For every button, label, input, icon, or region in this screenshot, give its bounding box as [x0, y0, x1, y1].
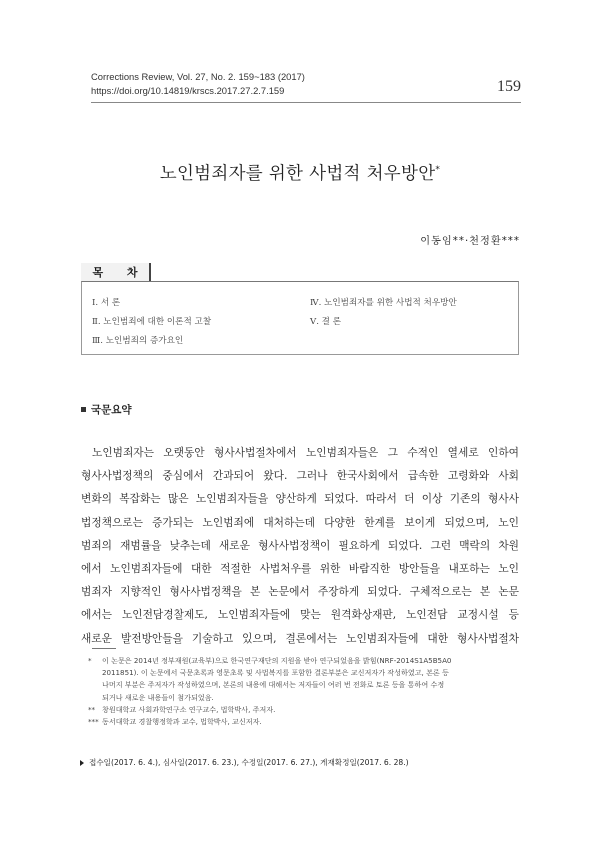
- doi-link[interactable]: https://doi.org/10.14819/krscs.2017.27.2.7.159: [91, 85, 285, 96]
- footnote-corresponding-author: [88, 716, 520, 728]
- triangle-bullet-icon: [80, 760, 84, 766]
- footnote-line: 2011851). 이 논문에서 국문초록과 영문초록 및 사법복지를 포함한 결론부분은 교신저자가 작성하였고, 본론 등: [102, 668, 449, 678]
- abstract-line: 에서는 노인전담경찰제도, 노인범죄자들에 맞는 원격화상재판, 노인전담 교정시설 등: [81, 608, 519, 622]
- toc-label-tab: [81, 263, 151, 282]
- footnote-line: 나머지 부분은 주저자가 작성하였으며, 본론의 내용에 대해서는 저자들이 여러 번 전화로 토론 등을 통하여 수정: [102, 680, 445, 690]
- abstract-line: 범죄의 재범률을 낮추는데 새로운 형사사법정책이 필요하게 되었다. 그런 맥락의 차원: [81, 538, 519, 552]
- toc-label: 목 차: [92, 266, 148, 279]
- abstract-body: [81, 441, 519, 650]
- toc-left-column: [92, 294, 211, 351]
- footnote-line: 동서대학교 경찰행정학과 교수, 법학박사, 교신저자.: [102, 717, 262, 727]
- footnotes: [88, 655, 520, 728]
- toc-item: Ⅴ. 결 론: [310, 317, 342, 327]
- submission-dates: [80, 757, 409, 768]
- footnote-mark: *: [88, 656, 92, 665]
- abstract-heading-text: 국문요약: [91, 404, 132, 416]
- footnote-line: 창원대학교 사회과학연구소 연구교수, 법학박사, 주저자.: [102, 704, 276, 714]
- toc-item: Ⅱ. 노인범죄에 대한 이론적 고찰: [92, 317, 212, 327]
- abstract-heading: [81, 402, 132, 417]
- abstract-line: 범죄자 지향적인 형사사법정책을 본 논문에서 주장하게 되었다. 구체적으로는 본 논문: [81, 585, 519, 599]
- table-of-contents: [81, 281, 519, 355]
- abstract-line: 노인범죄자는 오랫동안 형사사법절차에서 노인범죄자들은 그 수적인 열세로 인하여: [92, 446, 519, 459]
- dates-text: 접수일(2017. 6. 4.), 심사일(2017. 6. 23.), 수정일(2017. 6. 27.), 게재확정일(2017. 6. 28.): [89, 758, 409, 767]
- abstract-line: 새로운 발전방안들을 기술하고 있으며, 결론에서는 노인범죄자들에 대한 형사사법절차: [81, 631, 519, 645]
- toc-right-column: [310, 294, 457, 332]
- footnote-line: 되거나 새로운 내용들이 첨가되었음.: [102, 692, 214, 702]
- page-number: 159: [497, 78, 521, 95]
- journal-citation: Corrections Review, Vol. 27, No. 2. 159~183 (2017): [91, 71, 305, 82]
- abstract-line: 법정책으로는 증가되는 노인범죄에 대처하는데 다양한 한계를 보이게 되었으며, 노인: [81, 515, 519, 529]
- author-line: 이동임**·천정환***: [420, 236, 520, 247]
- toc-item: Ⅲ. 노인범죄의 증가요인: [92, 336, 184, 346]
- abstract-line: 에서 노인범죄자들에 대한 적절한 사법처우를 위한 바람직한 방안들을 내포하는 노인: [81, 561, 519, 575]
- title-footnote-mark: *: [435, 165, 441, 176]
- footnote-mark: **: [88, 704, 96, 714]
- abstract-line: 형사사법정책의 중심에서 간과되어 왔다. 그러나 한국사회에서 급속한 고령화와 사회: [81, 469, 519, 483]
- footnote-line: 이 논문은 2014년 정부재원(교육부)으로 한국연구재단의 지원을 받아 연구되었음을 밝힘(NRF-2014S1A5B5A0: [102, 656, 452, 665]
- title-text: 노인범죄자를 위한 사법적 처우방안: [159, 164, 436, 184]
- toc-item: Ⅳ. 노인범죄자를 위한 사법적 처우방안: [310, 298, 457, 308]
- running-header: [91, 70, 521, 98]
- article-title: [0, 160, 600, 185]
- square-bullet-icon: [81, 407, 86, 412]
- footnote-first-author: [88, 704, 520, 716]
- footnote-divider: [92, 648, 116, 649]
- footnote-funding: [88, 655, 520, 704]
- footnote-mark: ***: [88, 717, 99, 727]
- page-number-group: [491, 78, 521, 96]
- toc-item: Ⅰ. 서 론: [92, 298, 121, 308]
- header-divider: [91, 102, 521, 103]
- abstract-line: 변화의 복잡화는 많은 노인범죄자들을 양산하게 되었다. 따라서 더 이상 기존의 형사사: [81, 492, 519, 506]
